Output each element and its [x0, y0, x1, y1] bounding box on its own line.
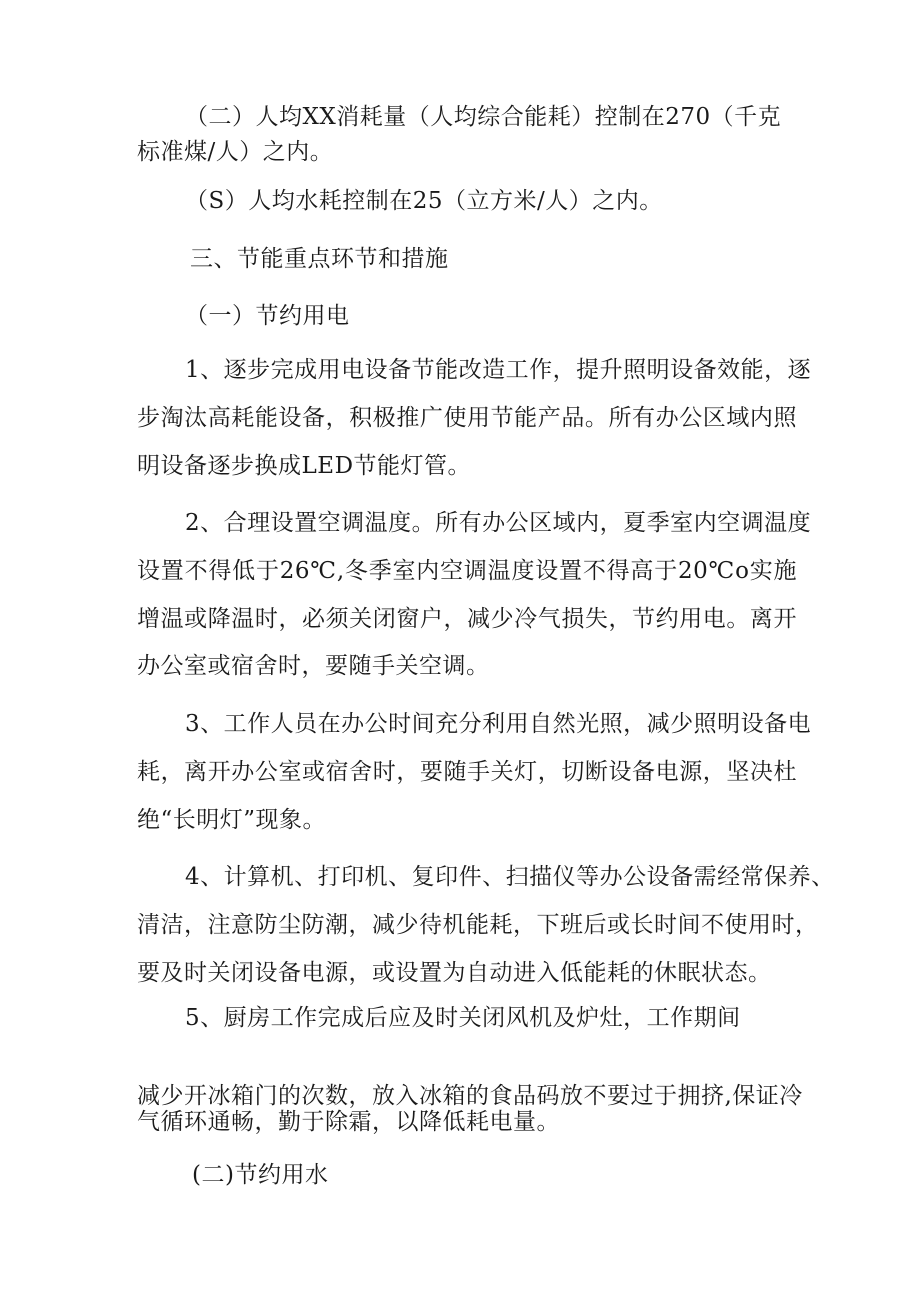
item-4-line-2: 清洁，注意防尘防潮，减少待机能耗，下班后或长时间不使用时，: [137, 912, 819, 938]
item-5-line-3: 气循环通畅，勤于除霜，以降低耗电量。: [137, 1109, 560, 1135]
item-1-line-1: 1、逐步完成用电设备节能改造工作，提升照明设备效能，逐: [185, 357, 812, 383]
target-energy-line-1: （二）人均XX消耗量（人均综合能耗）控制在270（千克: [185, 104, 782, 130]
item-2-line-4: 办公室或宿舍时，要随手关空调。: [137, 653, 490, 679]
item-5-line-2: 减少开冰箱门的次数，放入冰箱的食品码放不要过于拥挤,保证冷: [137, 1083, 803, 1109]
item-4-line-1: 4、计算机、打印机、复印件、扫描仪等办公设备需经常保养、: [185, 864, 835, 890]
item-5-line-1: 5、厨房工作完成后应及时关闭风机及炉灶，工作期间: [185, 1005, 741, 1031]
target-water-line: （S）人均水耗控制在25（立方米/人）之内。: [185, 188, 663, 214]
item-1-line-3: 明设备逐步换成LED节能灯管。: [137, 453, 472, 479]
subsection-heading-electricity: （一）节约用电: [185, 303, 350, 329]
item-2-line-1: 2、合理设置空调温度。所有办公区域内，夏季室内空调温度: [185, 510, 812, 536]
item-3-line-2: 耗，离开办公室或宿舍时，要随手关灯，切断设备电源，坚决杜: [137, 759, 797, 785]
section-heading: 三、节能重点环节和措施: [190, 246, 449, 272]
item-3-line-1: 3、工作人员在办公时间充分利用自然光照，减少照明设备电: [185, 711, 812, 737]
item-3-line-3: 绝“长明灯”现象。: [137, 807, 327, 833]
subsection-heading-water: (二)节约用水: [192, 1162, 329, 1188]
item-2-line-3: 增温或降温时，必须关闭窗户，减少冷气损失，节约用电。离开: [137, 606, 797, 632]
item-4-line-3: 要及时关闭设备电源，或设置为自动进入低能耗的休眠状态。: [137, 960, 772, 986]
item-1-line-2: 步淘汰高耗能设备，积极推广使用节能产品。所有办公区域内照: [137, 405, 797, 431]
target-energy-line-2: 标准煤/人）之内。: [137, 139, 334, 165]
item-2-line-2: 设置不得低于26℃,冬季室内空调温度设置不得高于20℃o实施: [137, 558, 797, 584]
